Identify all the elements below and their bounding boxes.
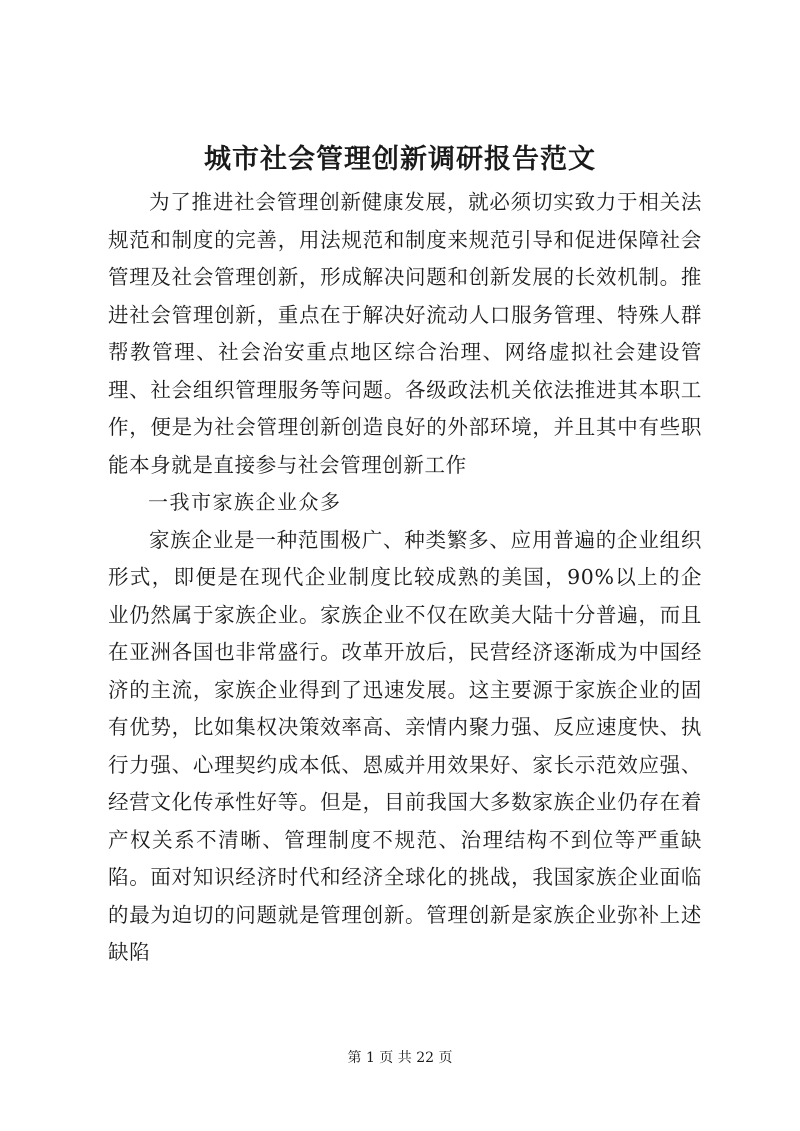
paragraph-intro: 为了推进社会管理创新健康发展，就必须切实致力于相关法规范和制度的完善，用法规范和制度来规范引导和促进保障社会管理及社会管理创新，形成解决问题和创新发展的长效机制。推进社会管理创新，重点在于解决好流动人口服务管理、特殊人群帮教管理、社会治安重点地区综合治理、网络虚拟社会建设管理、社会组织管理服务等问题。各级政法机关依法推进其本职工作，便是为社会管理创新创造良好的外部环境，并且其中有些职能本身就是直接参与社会管理创新工作	[108, 190, 702, 477]
paragraph-family-business: 家族企业是一种范围极广、种类繁多、应用普遍的企业组织形式，即便是在现代企业制度比较成熟的美国，90%以上的企业仍然属于家族企业。家族企业不仅在欧美大陆十分普遍，而且在亚洲各国也非常盛行。改革开放后，民营经济逐渐成为中国经济的主流，家族企业得到了迅速发展。这主要源于家族企业的固有优势，比如集权决策效率高、亲情内聚力强、反应速度快、执行力强、心理契约成本低、恩威并用效果好、家长示范效应强、经营文化传承性好等。但是，目前我国大多数家族企业仍存在着产权关系不清晰、管理制度不规范、治理结构不到位等严重缺陷。面对知识经济时代和经济全球化的挑战，我国家族企业面临的最为迫切的问题就是管理创新。管理创新是家族企业弥补上述缺陷	[108, 527, 702, 964]
section-heading: 一我市家族企业众多	[148, 490, 342, 514]
page-footer: 第 1 页 共 22 页	[347, 1050, 453, 1066]
document-body	[108, 184, 702, 972]
document-title: 城市社会管理创新调研报告范文	[204, 144, 596, 175]
